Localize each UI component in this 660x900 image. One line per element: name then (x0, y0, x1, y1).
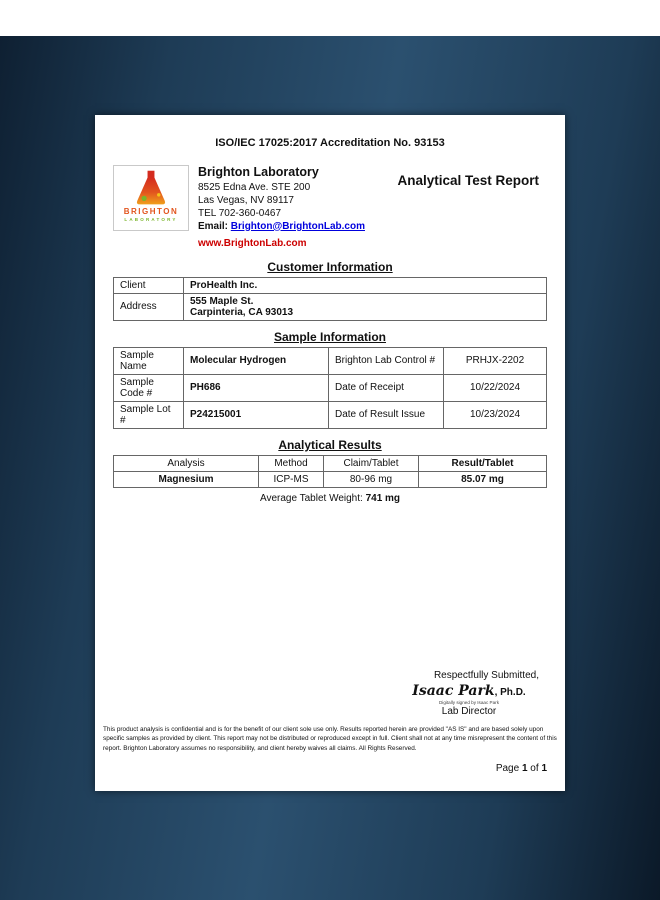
page-mid: of (527, 763, 542, 774)
lab-street: 8525 Edna Ave. STE 200 (198, 181, 311, 193)
top-white-strip (0, 0, 660, 36)
method-header: Method (259, 455, 324, 471)
address-line-2: Carpinteria, CA 93013 (190, 306, 294, 318)
lab-email-line (198, 220, 365, 233)
digital-signature-note: Digitally signed by Isaac Park (438, 700, 499, 705)
sample-code-value: PH686 (184, 374, 329, 401)
logo-text-laboratory: LABORATORY (124, 216, 178, 222)
address-value (184, 293, 547, 320)
page-total: 1 (541, 763, 547, 774)
customer-info-table (113, 277, 547, 321)
receipt-date-label: Date of Receipt (329, 374, 444, 401)
analysis-value: Magnesium (114, 471, 259, 487)
report-title: Analytical Test Report (397, 173, 539, 188)
sample-code-label: Sample Code # (114, 374, 184, 401)
claim-value: 80-96 mg (324, 471, 419, 487)
lab-website-link[interactable]: www.BrightonLab.com (198, 237, 307, 249)
avg-weight-value: 741 mg (365, 492, 401, 504)
table-row (114, 293, 547, 320)
analytical-results-table (113, 455, 547, 488)
email-label: Email: (198, 220, 231, 232)
flask-icon (123, 169, 179, 207)
table-row (114, 277, 547, 293)
control-number-value: PRHJX-2202 (444, 347, 547, 374)
lab-report-page (95, 115, 565, 791)
sample-info-heading: Sample Information (273, 329, 386, 344)
claim-header: Claim/Tablet (324, 455, 419, 471)
lab-email-link[interactable]: Brighton@BrightonLab.com (230, 220, 365, 232)
lab-director-title: Lab Director (441, 706, 497, 717)
signature-block (399, 670, 539, 717)
sample-name-label: Sample Name (114, 347, 184, 374)
signature-name (399, 683, 539, 699)
client-value: ProHealth Inc. (184, 277, 547, 293)
client-label: Client (114, 277, 184, 293)
table-row (114, 374, 547, 401)
issue-date-value: 10/23/2024 (444, 401, 547, 428)
table-row (114, 347, 547, 374)
method-value: ICP-MS (259, 471, 324, 487)
respectfully-submitted: Respectfully Submitted, (433, 670, 539, 681)
customer-info-heading: Customer Information (267, 259, 393, 274)
lab-address-block (198, 165, 365, 251)
brighton-logo (113, 165, 189, 231)
sample-name-value: Molecular Hydrogen (184, 347, 329, 374)
analytical-results-heading: Analytical Results (278, 437, 382, 452)
table-header-row (114, 455, 547, 471)
avg-weight-label: Average Tablet Weight: (259, 492, 366, 504)
address-label: Address (114, 293, 184, 320)
logo-text-brighton: BRIGHTON (123, 207, 179, 216)
issue-date-label: Date of Result Issue (329, 401, 444, 428)
sample-lot-value: P24215001 (184, 401, 329, 428)
report-header (113, 165, 547, 251)
sample-info-table (113, 347, 547, 429)
lab-phone: TEL 702-360-0467 (198, 207, 282, 219)
lab-city: Las Vegas, NV 89117 (198, 194, 294, 206)
analysis-header: Analysis (114, 455, 259, 471)
address-line-1: 555 Maple St. (190, 295, 254, 307)
result-header: Result/Tablet (419, 455, 547, 471)
result-value: 85.07 mg (419, 471, 547, 487)
table-row (114, 471, 547, 487)
sample-lot-label: Sample Lot # (114, 401, 184, 428)
receipt-date-value: 10/22/2024 (444, 374, 547, 401)
disclaimer-text: This product analysis is confidential and is for the benefit of our client sole use only. Results reported herein are provided "AS IS" and are based solely upon specific samples as provided by client. This report may not be distributed or reproduced except in full. Client shall not at any time misrepresent the content of this report. Brighton Laboratory assumes no responsibility, and client hereby waives all claims. All Rights Reserved. (103, 726, 557, 752)
signature-suffix: , Ph.D. (494, 687, 526, 698)
page-number: 1 (521, 763, 528, 774)
accreditation-line: ISO/IEC 17025:2017 Accreditation No. 93153 (215, 137, 445, 149)
table-row (114, 401, 547, 428)
lab-name: Brighton Laboratory (198, 165, 319, 179)
page-prefix: Page (495, 763, 522, 774)
control-number-label: Brighton Lab Control # (329, 347, 444, 374)
average-tablet-weight (113, 493, 547, 504)
page-indicator (496, 763, 547, 774)
signature-script: Isaac Park (412, 683, 495, 699)
